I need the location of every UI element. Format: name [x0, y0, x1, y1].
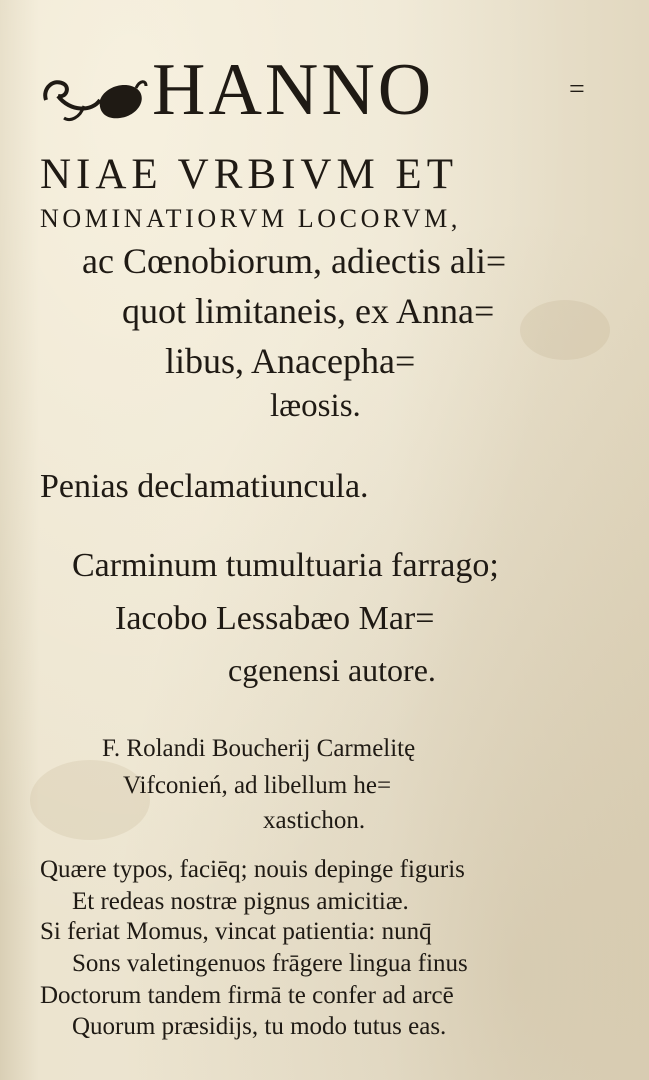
fleuron-icon: [40, 66, 148, 128]
title-line-4: ac Cœnobiorum, adiectis ali=: [82, 241, 507, 281]
paper-stain: [520, 300, 610, 360]
verse-line: Et redeas nostræ pignus amicitiæ.: [72, 888, 409, 915]
dedication-line-1: F. Rolandi Boucherij Carmelitę: [102, 735, 416, 762]
dedication-line-3: xastichon.: [263, 807, 366, 834]
verse-line: Quorum præsidijs, tu modo tutus eas.: [72, 1013, 447, 1040]
title-line-3: NOMINATIORVM LOCORVM,: [40, 204, 462, 233]
section-carminum-3: cgenensi autore.: [228, 652, 436, 688]
title-line-7: læosis.: [270, 388, 361, 424]
section-penias: Penias declamatiuncula.: [40, 468, 369, 505]
dedication-line-2: Vifconień, ad libellum he=: [123, 772, 392, 799]
title-line-5: quot limitaneis, ex Anna=: [122, 291, 495, 331]
section-carminum-2: Iacobo Lessabæo Mar=: [115, 600, 435, 637]
section-carminum-1: Carminum tumultuaria farrago;: [72, 547, 499, 584]
title-hyphen: =: [569, 74, 585, 105]
verse-line: Sons valetingenuos frāgere lingua finus: [72, 950, 468, 977]
verse-line: Doctorum tandem firmā te confer ad arcē: [40, 982, 454, 1009]
title-line-6: libus, Anacepha=: [165, 341, 416, 381]
verse-line: Si feriat Momus, vincat patientia: nunq̄: [40, 918, 432, 945]
title-line-1: HANNO: [152, 49, 435, 131]
verse-line: Quære typos, faciēq; nouis depinge figuris: [40, 856, 465, 883]
title-line-2: NIAE VRBIVM ET: [40, 151, 458, 198]
